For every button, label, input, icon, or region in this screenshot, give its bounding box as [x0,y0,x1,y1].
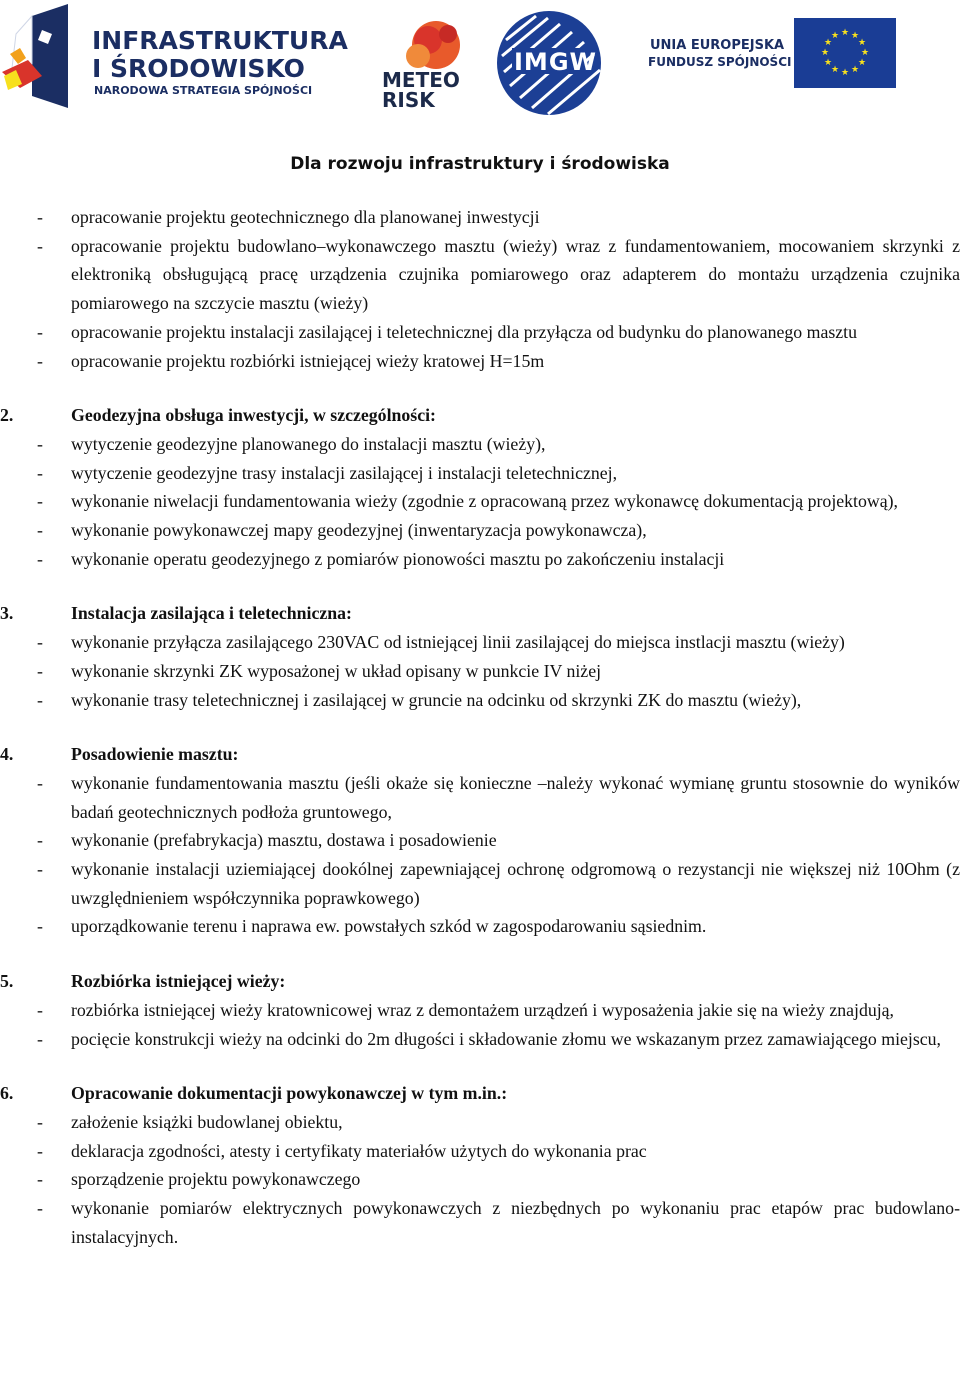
section-5 [0,967,960,1053]
bullet-dash: - [37,916,43,937]
meteo-line1: METEO [382,68,460,92]
bullet-dash: - [37,830,43,851]
bullet-dash: - [37,1169,43,1190]
list-item-text: wykonanie trasy teletechnicznej i zasilającej w gruncie na odcinku od skrzynki ZK do masztu (wieży), [71,689,802,710]
section-heading [0,740,960,769]
list-item [37,459,960,488]
meteo-risk-logo [378,18,478,112]
section-title: Posadowienie masztu: [71,744,239,765]
list-item [37,545,960,574]
eu-flag-icon [794,18,896,88]
section-number: 3. [0,603,14,624]
list-item-text: wykonanie instalacji uziemiającej dookólnej zapewniającej ochronę odgromową o rezystancji nie większej niż 10Ohm (z uwzględnieniem współczynnika poprawkowego) [71,859,960,908]
section-title: Instalacja zasilająca i teletechniczna: [71,603,352,624]
meteo-line2: RISK [382,88,435,112]
bullet-dash: - [37,1111,43,1132]
list-item [37,1108,960,1137]
imgw-text: IMGW [514,48,597,76]
bullet-dash: - [37,350,43,371]
list-item-text: pocięcie konstrukcji wieży na odcinki do 2m długości i składowanie złomu we wskazanym przez zamawiającego miejscu, [71,1028,942,1049]
bullet-dash: - [37,520,43,541]
bullet-dash: - [37,235,43,256]
list-item [37,686,960,715]
svg-text:★: ★ [840,28,850,38]
svg-text:★: ★ [823,58,833,68]
bullet-dash: - [37,548,43,569]
list-item [37,855,960,912]
bullet-dash: - [37,772,43,793]
bullet-dash: - [37,1198,43,1219]
svg-text:★: ★ [840,68,850,78]
section-3 [0,599,960,714]
bullet-dash: - [37,1140,43,1161]
list-item [37,657,960,686]
section-heading [0,401,960,430]
list-item-text: opracowanie projektu instalacji zasilającej i teletechnicznej dla przyłącza od budynku do planowanego masztu [71,321,858,342]
infrastruktura-line3: NARODOWA STRATEGIA SPÓJNOŚCI [94,84,313,97]
list-item [37,318,960,347]
infrastruktura-emblem-icon [2,4,68,108]
list-item-text: opracowanie projektu budowlano–wykonawczego masztu (wieży) wraz z fundamentowaniem, mocowaniem skrzynki z elektroniką obsługującą pracę urządzenia czujnika pomiarowego oraz adapterem do montażu urządzenia czujnika pomiarowego na szczycie masztu (wieży) [71,235,960,314]
bullet-dash: - [37,999,43,1020]
logo-bar [0,0,960,120]
list-item [37,430,960,459]
list-item-text: opracowanie projektu rozbiórki istniejącej wieży kratowej H=15m [71,350,545,371]
list-item-text: wykonanie pomiarów elektrycznych powykonawczych z niezbędnych po wykonaniu prac etapów prac budowlano-instalacyjnych. [71,1198,960,1247]
document-body [0,203,960,1252]
list-item [37,487,960,516]
list-item-text: wykonanie fundamentowania masztu (jeśli okaże się konieczne –należy wykonać wymianę gruntu stosownie do wyników badań geotechnicznych podłoża gruntowego, [71,772,960,822]
page-tagline: Dla rozwoju infrastruktury i środowiska [290,154,670,174]
list-item-text: opracowanie projektu geotechnicznego dla planowanej inwestycji [71,207,540,227]
section-number: 5. [0,971,14,992]
list-item-text: wytyczenie geodezyjne trasy instalacji zasilającej i instalacji teletechnicznej, [71,462,618,483]
infrastruktura-logo [2,4,348,112]
meteo-sphere-icon [398,18,468,73]
svg-text:★: ★ [850,31,860,41]
list-item-text: wykonanie przyłącza zasilającego 230VAC od istniejącej linii zasilającej do miejsca instlacji masztu (wieży) [71,632,845,653]
section-heading [0,1079,960,1108]
eu-logo [646,18,898,90]
bullet-dash: - [37,660,43,681]
section-number: 6. [0,1083,14,1104]
list-item-text: wykonanie niwelacji fundamentowania wieży (zgodnie z opracowaną przez wykonawcę dokumentacją projektową), [71,491,898,512]
list-item [37,628,960,657]
list-item-text: sporządzenie projektu powykonawczego [71,1169,361,1190]
bullet-dash: - [37,1028,43,1049]
section-title: Opracowanie dokumentacji powykonawczej w tym m.in.: [71,1083,508,1104]
svg-text:★: ★ [820,48,830,58]
section-6 [0,1079,960,1251]
section-heading [0,599,960,628]
bullet-dash: - [37,491,43,512]
intro-list [37,203,960,375]
list-item-text: uporządkowanie terenu i naprawa ew. powstałych szkód w zagospodarowaniu sąsiednim. [71,916,707,937]
section-4 [0,740,960,941]
list-item [37,1165,960,1194]
imgw-logo [496,10,606,116]
svg-text:★: ★ [857,38,867,48]
section-number: 2. [0,405,14,426]
list-item [37,347,960,376]
section-title: Rozbiórka istniejącej wieży: [71,971,286,992]
bullet-dash: - [37,462,43,483]
svg-text:★: ★ [857,58,867,68]
list-item [37,1025,960,1054]
eu-line1: UNIA EUROPEJSKA [650,38,785,53]
bullet-dash: - [37,433,43,454]
list-item-text: wykonanie skrzynki ZK wyposażonej w układ opisany w punkcie IV niżej [71,660,602,681]
list-item [37,826,960,855]
svg-text:★: ★ [830,65,840,75]
list-item-text: wykonanie operatu geodezyjnego z pomiarów pionowości masztu po zakończeniu instalacji [71,548,725,569]
sections [0,401,960,1251]
section-number: 4. [0,744,14,765]
list-item-text: założenie książki budowlanej obiektu, [71,1111,343,1132]
bullet-dash: - [37,689,43,710]
section-2 [0,401,960,573]
list-item [37,996,960,1025]
bullet-dash: - [37,207,43,227]
section-heading [0,967,960,996]
section-title: Geodezyjna obsługa inwestycji, w szczególności: [71,405,436,426]
svg-text:★: ★ [830,31,840,41]
list-item [37,769,960,826]
svg-text:★: ★ [823,38,833,48]
infrastruktura-line1: INFRASTRUKTURA [92,26,348,55]
bullet-dash: - [37,632,43,653]
eu-line2: FUNDUSZ SPÓJNOŚCI [648,55,792,69]
bullet-dash: - [37,321,43,342]
list-item-text: wykonanie powykonawczej mapy geodezyjnej (inwentaryzacja powykonawcza), [71,520,647,541]
infrastruktura-line2: I ŚRODOWISKO [92,54,305,83]
list-item [37,1137,960,1166]
svg-text:★: ★ [860,48,870,58]
list-item-text: deklaracja zgodności, atesty i certyfikaty materiałów użytych do wykonania prac [71,1140,647,1161]
bullet-dash: - [37,859,43,880]
list-item-text: wykonanie (prefabrykacja) masztu, dostawa i posadowienie [71,830,497,851]
list-item [37,1194,960,1251]
list-item-text: rozbiórka istniejącej wieży kratownicowej wraz z demontażem urządzeń i wyposażenia jakie się na wieży znajdują, [71,999,894,1020]
list-item [37,516,960,545]
list-item [37,232,960,318]
list-item-text: wytyczenie geodezyjne planowanego do instalacji masztu (wieży), [71,433,546,454]
svg-text:★: ★ [850,65,860,75]
list-item [37,912,960,941]
list-item [37,203,960,232]
